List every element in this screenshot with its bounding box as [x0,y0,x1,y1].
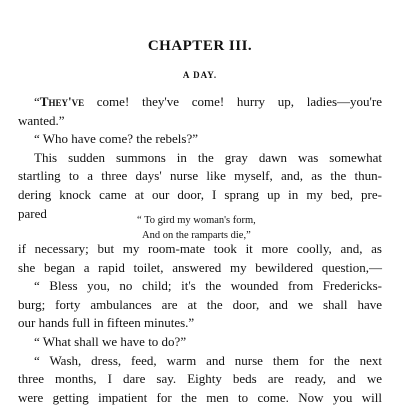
open-quote: “ [34,94,40,109]
verse-line: And on the ramparts die,” [142,230,251,241]
paragraph-block-bottom [18,240,382,407]
text-line: This sudden summons in the gray dawn was somewhat [34,149,382,165]
text-line: startling to a three days' nurse like myself, and, as the thun- [18,168,382,184]
section-heading: A DAY. [182,70,218,80]
line-text: come! they've come! hurry up, ladies—you're [84,94,382,109]
text-line: if necessary; but my room-mate took it more coolly, and, as [18,241,382,256]
text-line: our hands full in fifteen minutes.” [18,315,195,331]
text-line: three months, I dare say. Eighty beds are ready, and we [18,371,382,387]
text-line: were getting impatient for the men to come. Now you will [18,389,382,405]
verse-line: “ To gird my woman's form, [137,215,256,226]
chapter-heading: CHAPTER III. [147,38,253,54]
small-caps-word: They've [39,94,85,109]
text-line: she began a rapid toilet, answered my bewildered question,— [18,259,382,275]
text-line: “ Bless you, no child; it's the wounded from Fredericks- [34,278,382,294]
text-line: dering knock came at our door, I sprang up in my bed, pre- [18,186,382,202]
text-line: “ Who have come? the rebels?” [34,131,198,147]
text-line [18,93,382,112]
text-line: burg; forty ambulances are at the door, and we shall have [18,296,382,312]
text-line: “ What shall we have to do?” [34,333,187,349]
text-line: pared [18,205,47,221]
verse-quotation [0,213,400,243]
text-line: “ Wash, dress, feed, warm and nurse them for the next [34,352,382,368]
text-line: wanted.” [18,112,65,128]
paragraph-block-top [18,93,382,223]
